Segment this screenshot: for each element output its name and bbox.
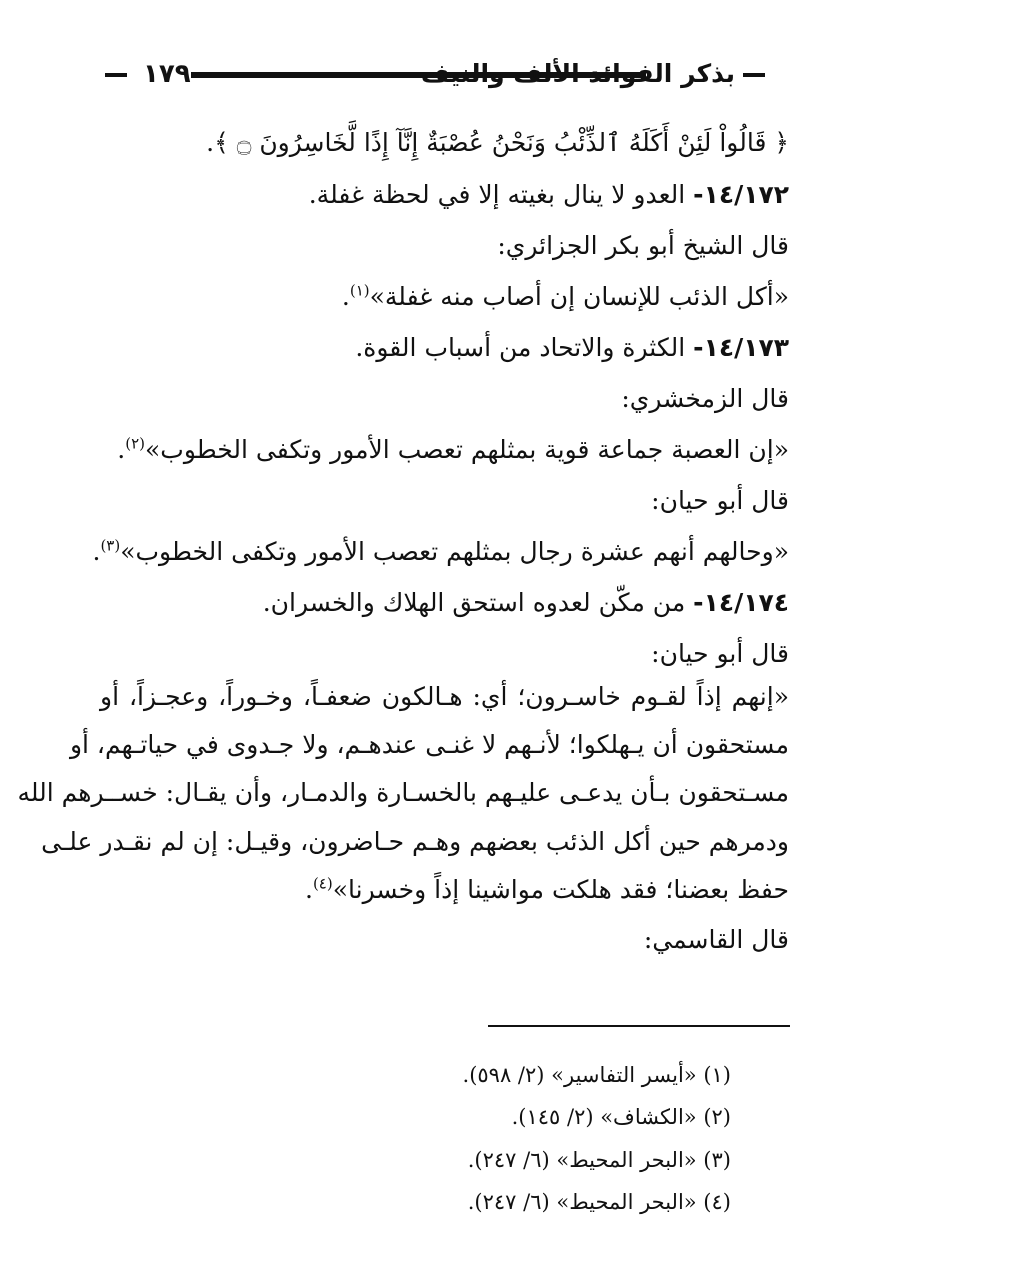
paragraph-line: «إنهم إذاً لقـوم خاسـرون؛ أي: هـالكون ضعفـاً، وخـوراً، وعجـزاً، أو (100, 682, 789, 711)
entry-number: ١٤/١٧٤- (693, 588, 789, 617)
quote-zamakhshari: «إن العصبة جماعة قوية بمثلهم تعصب الأمور وتكفى الخطوب»$^{(٢)}$. (117, 434, 789, 464)
attribution-qasimi: قال القاسمي: (643, 925, 789, 954)
footnote: (٢) «الكشاف» (٢/ ١٤٥). (511, 1105, 731, 1129)
entry-172 (309, 175, 789, 215)
footnote: (٣) «البحر المحيط» (٦/ ٢٤٧). (467, 1148, 731, 1172)
paragraph-line: مستحقون أن يـهلكوا؛ لأنـهم لا غنـى عندهـم، ولا جـدوى في حياتـهم، أو (69, 730, 789, 759)
paragraph-line: ودمرهم حين أكل الذئب بعضهم وهـم حـاضرون، وقيـل: إن لم نقـدر علـى (41, 827, 789, 856)
attribution-jazairi: قال الشيخ أبو بكر الجزائري: (497, 231, 789, 260)
entry-174 (263, 583, 789, 623)
quran-verse: ﴿ قَالُواْ لَئِنْ أَكَلَهُ ٱلذِّئْبُ وَنَحْنُ عُصْبَةٌ إِنَّآ إِذًا لَّخَاسِرُونَ ۝ ﴾. (206, 128, 789, 157)
quote-jazairi: «أكل الذئب للإنسان إن أصاب منه غفلة»$^{(١)}$. (341, 281, 789, 311)
footnote-separator (488, 1025, 790, 1027)
quote-text: حفظ بعضنا؛ فقد هلكت مواشينا إذاً وخسرنا» (332, 875, 789, 904)
running-header (105, 56, 765, 96)
attribution-abu-hayyan: قال أبو حيان: (651, 486, 789, 515)
quote-text: «وحالهم أنهم عشرة رجال بمثلهم تعصب الأمور وتكفى الخطوب» (120, 537, 789, 566)
entry-173 (355, 328, 789, 368)
entry-number: ١٤/١٧٢- (693, 180, 789, 209)
paragraph-line: مسـتحقون بـأن يدعـى عليـهم بالخسـارة والدمـار، وأن يقـال: خســرهم الله (17, 778, 789, 807)
entry-text: من مكّن لعدوه استحق الهلاك والخسران. (262, 588, 694, 617)
footnote: (١) «أيسر التفاسير» (٢/ ٥٩٨). (462, 1063, 731, 1087)
quote-abu-hayyan: «وحالهم أنهم عشرة رجال بمثلهم تعصب الأمور وتكفى الخطوب»$^{(٣)}$. (92, 536, 789, 566)
header-dash-right (743, 73, 765, 77)
quote-text: «إن العصبة جماعة قوية بمثلهم تعصب الأمور وتكفى الخطوب» (145, 435, 789, 464)
paragraph-line: حفظ بعضنا؛ فقد هلكت مواشينا إذاً وخسرنا»$^{(٤)}$. (304, 874, 789, 904)
footnote: (٤) «البحر المحيط» (٦/ ٢٤٧). (467, 1190, 731, 1214)
footnote-ref: (٤) (312, 874, 333, 893)
quote-text: «أكل الذئب للإنسان إن أصاب منه غفلة» (369, 282, 789, 311)
attribution-abu-hayyan-2: قال أبو حيان: (651, 639, 789, 668)
entry-text: الكثرة والاتحاد من أسباب القوة. (355, 333, 694, 362)
header-dash-left (105, 73, 127, 77)
running-title: بذكر الفوائد الألف والنيف (420, 59, 735, 88)
footnote-ref: (٣) (100, 536, 121, 555)
page-number: ١٧٩ (143, 59, 191, 89)
footnote-ref: (٢) (125, 434, 145, 453)
footnote-ref: (١) (349, 281, 370, 300)
entry-number: ١٤/١٧٣- (693, 333, 789, 362)
entry-text: العدو لا ينال بغيته إلا في لحظة غفلة. (308, 180, 694, 209)
attribution-zamakhshari: قال الزمخشري: (621, 384, 789, 413)
